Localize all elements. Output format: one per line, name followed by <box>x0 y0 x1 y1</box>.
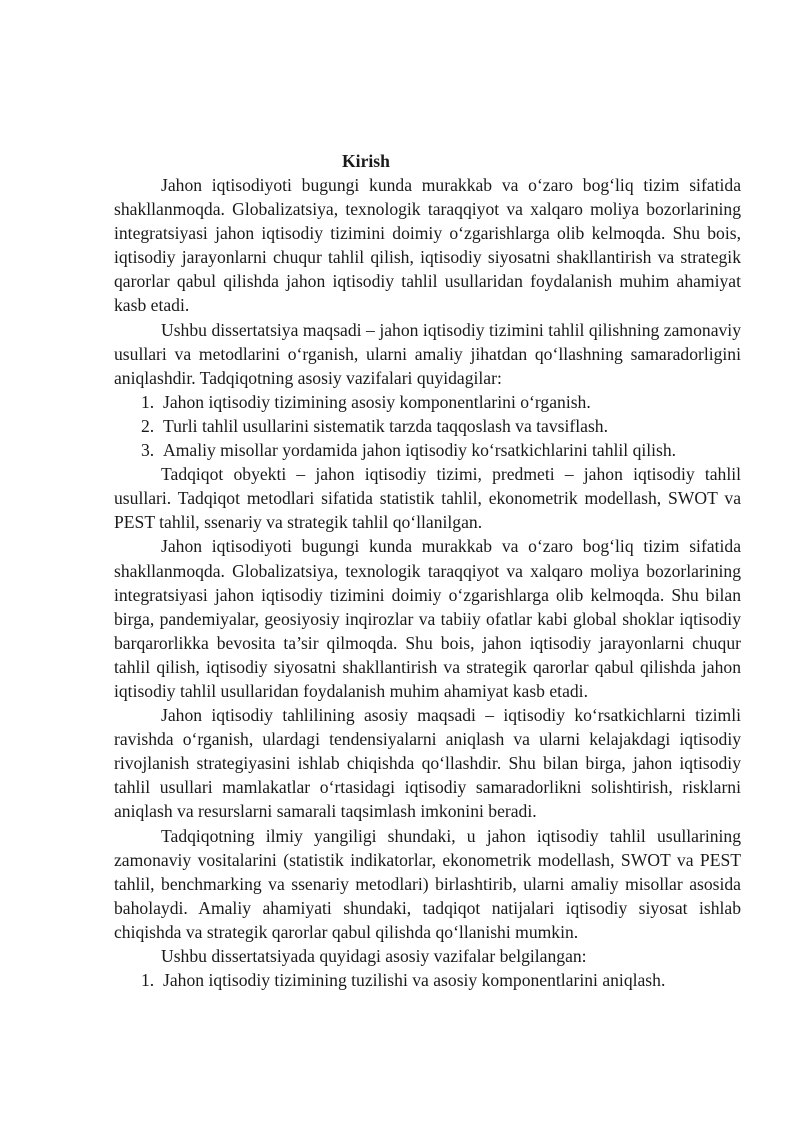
paragraph-5: Jahon iqtisodiy tahlilining asosiy maqsadi – iqtisodiy ko‘rsatkichlarni tizimli ravishda o‘rganish, ulardagi tendensiyalarni aniqlash va ularni kelajakdagi iqtisodiy rivojlanish strategiyasini ishlab chiqishda qo‘llashdir. Shu bilan birga, jahon iqtisodiy tahlil usullari mamlakatlar o‘rtasidagi iqtisodiy samaradorlikni solishtirish, risklarni aniqlash va resurslarni samarali taqsimlash imkonini beradi. <box>114 705 741 822</box>
list-item-number: 1. <box>141 970 155 991</box>
document-body <box>114 173 741 992</box>
list-item-text: Turli tahlil usullarini sistematik tarzda taqqoslash va tavsiflash. <box>163 415 608 436</box>
task-list-2 <box>114 968 741 992</box>
task-list-1 <box>114 390 741 462</box>
paragraph-3: Tadqiqot obyekti – jahon iqtisodiy tizimi, predmeti – jahon iqtisodiy tahlil usullari. Tadqiqot metodlari sifatida statistik tahlil, ekonometrik modellash, SWOT va PEST tahlil, ssenariy va strategik tahlil qo‘llanilgan. <box>114 464 741 533</box>
list-item-text: Amaliy misollar yordamida jahon iqtisodiy ko‘rsatkichlarini tahlil qilish. <box>163 440 677 461</box>
list-item-text: Jahon iqtisodiy tizimining asosiy komponentlarini o‘rganish. <box>163 391 591 412</box>
list-item <box>141 414 741 438</box>
list-item-text: Jahon iqtisodiy tizimining tuzilishi va asosiy komponentlarini aniqlash. <box>163 970 666 991</box>
list-item-number: 3. <box>141 440 155 461</box>
paragraph-7: Ushbu dissertatsiyada quyidagi asosiy vazifalar belgilangan: <box>161 946 587 966</box>
list-item-number: 1. <box>141 391 155 412</box>
paragraph-2: Ushbu dissertatsiya maqsadi – jahon iqtisodiy tizimini tahlil qilishning zamonaviy usullari va metodlarini o‘rganish, ularni amaliy jihatdan qo‘llashning samaradorligini aniqlashdir. Tadqiqotning asosiy vazifalari quyidagilar: <box>114 319 741 388</box>
list-item <box>141 438 741 462</box>
page-title: Kirish <box>342 151 390 171</box>
paragraph-6: Tadqiqotning ilmiy yangiligi shundaki, u jahon iqtisodiy tahlil usullarining zamonaviy vositalarini (statistik indikatorlar, ekonometrik modellash, SWOT va PEST tahlil, benchmarking va ssenariy metodlari) birlashtirib, ularni amaliy misollar asosida baholaydi. Amaliy ahamiyati shundaki, tadqiqot natijalari iqtisodiy siyosat ishlab chiqishda va strategik qarorlar qabul qilishda qo‘llanishi mumkin. <box>114 825 741 942</box>
list-item <box>141 390 741 414</box>
paragraph-1: Jahon iqtisodiyoti bugungi kunda murakkab va o‘zaro bog‘liq tizim sifatida shakllanmoqda. Globalizatsiya, texnologik taraqqiyot va xalqaro moliya bozorlarining integratsiyasi jahon iqtisodiy tizimini doimiy o‘zgarishlarga olib kelmoqda. Shu bois, iqtisodiy jarayonlarni chuqur tahlil qilish, iqtisodiy siyosatni shakllantirish va strategik qarorlar qabul qilishda jahon iqtisodiy tahlil usullaridan foydalanish muhim ahamiyat kasb etadi. <box>114 175 741 316</box>
paragraph-4: Jahon iqtisodiyoti bugungi kunda murakkab va o‘zaro bog‘liq tizim sifatida shakllanmoqda. Globalizatsiya, texnologik taraqqiyot va xalqaro moliya bozorlarining integratsiyasi jahon iqtisodiy tizimini doimiy o‘zgarishlarga olib kelmoqda. Shu bilan birga, pandemiyalar, geosiyosiy inqirozlar va tabiiy ofatlar kabi global shoklar iqtisodiy barqarorlikka bevosita ta’sir qilmoqda. Shu bois, jahon iqtisodiy jarayonlarni chuqur tahlil qilish, iqtisodiy siyosatni shakllantirish va strategik qarorlar qabul qilishda jahon iqtisodiy tahlil usullaridan foydalanish muhim ahamiyat kasb etadi. <box>114 536 741 701</box>
list-item-number: 2. <box>141 415 155 436</box>
list-item <box>141 968 741 992</box>
